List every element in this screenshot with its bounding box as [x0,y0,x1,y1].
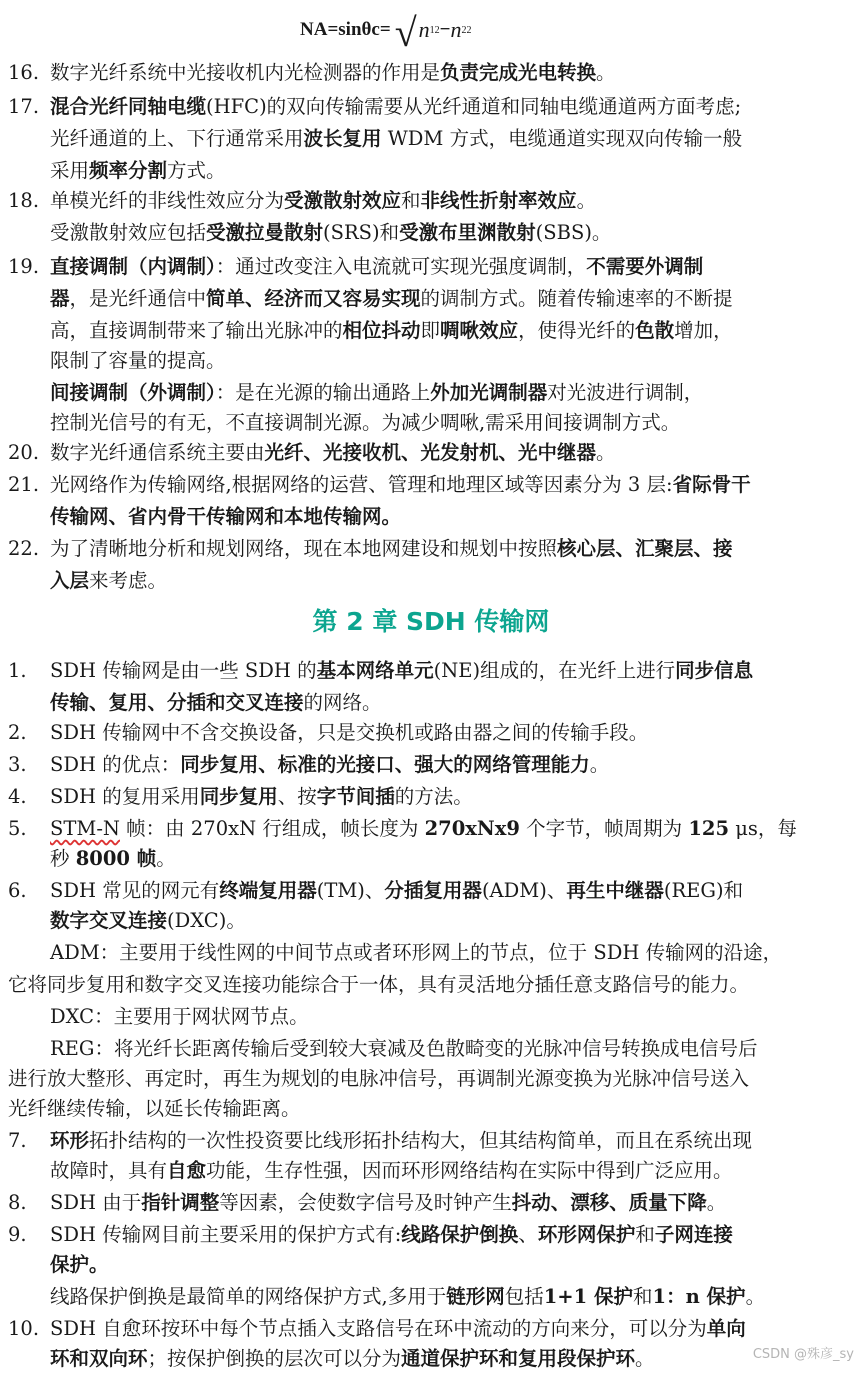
bold-text: 传输、复用、分插和交叉连接 [50,691,304,714]
bold-text: 核心层、汇聚层、接 [557,537,733,560]
plain-text: 即 [420,319,441,342]
plain-text: 限制了容量的提高。 [50,349,226,372]
bold-text: 频率分割 [89,159,168,182]
item-number: 1. [8,659,27,682]
formula-n1: n [418,17,430,42]
line-text [50,1004,309,1030]
plain-text: 拓扑结构的一次性投资要比线形拓扑结构大，但其结构简单，而且在系统出现 [89,1129,753,1152]
bold-text: 1+1 保护 [543,1285,633,1308]
bold-text: 省际骨干 [672,473,751,496]
line-text [50,94,741,120]
bold-text: 单向 [706,1317,746,1340]
line-text [50,158,226,184]
item-number: 6. [8,879,27,902]
line-text [50,784,473,810]
plain-text: (SBS)。 [535,221,612,244]
plain-text: μs，每 [729,817,797,840]
bold-text: 保护。 [50,1253,109,1276]
line-text [50,1222,733,1248]
plain-text: 功能，生存性强，因而环形网络结构在实际中得到广泛应用。 [206,1159,733,1182]
line-text [50,348,226,374]
item-number: 7. [8,1129,27,1152]
line-text [50,1158,733,1184]
line-text [8,1096,301,1122]
line-text [50,410,680,436]
formula-lhs: NA=sinθc= [300,19,391,40]
plain-text: 单模光纤的非线性效应分为 [50,189,285,212]
formula-minus: − [439,19,451,40]
watermark: CSDN @殊彦_sy [752,1347,854,1362]
line-text [50,380,703,406]
item-number: 20. [8,441,40,464]
plain-text: 数字光纤系统中光接收机内光检测器的作用是 [50,61,441,84]
bold-text: 基本网络单元 [316,659,434,682]
line-text [50,1190,726,1216]
plain-text: STM-N [50,817,120,840]
line-text [50,720,648,746]
item-number: 16. [8,61,40,84]
item-number: 3. [8,753,27,776]
item-number: 22. [8,537,40,560]
bold-text: 通道保护环和复用段保护环 [401,1347,636,1370]
bold-text: 非线性折射率效应 [420,189,577,212]
line-text [50,1128,752,1154]
bold-text: 相位抖动 [342,319,421,342]
bold-text: 受激散射效应 [284,189,402,212]
plain-text: 光纤通道的上、下行通常采用 [50,127,304,150]
bold-text: 环形网保护 [537,1223,636,1246]
plain-text: 、按 [277,785,317,808]
plain-text: 的调制方式。随着传输速率的不断提 [420,287,733,310]
bold-text: 线路保护倒换 [401,1223,519,1246]
line-text [50,846,176,872]
bold-text: 间接调制（外调制） [50,381,216,404]
bold-text: 器 [50,287,70,310]
plain-text: WDM 方式，电缆通道实现双向传输一般 [381,127,743,150]
item-number: 21. [8,473,40,496]
bold-text: 270xNx9 [424,817,520,840]
plain-text: ADM：主要用于线性网的中间节点或者环形网上的节点，位于 SDH 传输网的沿途， [50,941,783,964]
plain-text: 它将同步复用和数字交叉连接功能综合于一体，具有灵活地分插任意支路信号的能力。 [8,973,750,996]
line-text [50,752,609,778]
plain-text: ；按保护倒换的层次可以分为 [147,1347,402,1370]
plain-text: 的网络。 [303,691,382,714]
item-number: 8. [8,1191,27,1214]
plain-text: (NE)组成的，在光纤上进行 [433,659,676,682]
item-number: 19. [8,255,40,278]
plain-text: SDH 常见的网元有 [50,879,220,902]
bold-text: 直接调制（内调制） [50,255,216,278]
bold-text: 受激拉曼散射 [206,221,324,244]
bold-text: 同步复用、标准的光接口、强大的网络管理能力 [180,753,590,776]
plain-text: (SRS)和 [323,221,400,244]
bold-text: 终端复用器 [219,879,317,902]
plain-text: 进行放大整形、再定时，再生为规划的电脉冲信号，再调制光源变换为光脉冲信号送入 [8,1067,750,1090]
bold-text: 混合光纤同轴电缆 [50,95,207,118]
bold-text: 再生中继器 [566,879,664,902]
line-text [50,536,733,562]
plain-text: 包括 [504,1285,544,1308]
line-text [50,816,797,842]
line-text [50,690,382,716]
line-text [50,188,596,214]
bold-text: 波长复用 [303,127,382,150]
line-text [8,972,749,998]
bold-text: 不需要外调制 [586,255,704,278]
line-text [50,220,611,246]
formula-n2: n [450,17,462,42]
item-number: 18. [8,189,40,212]
line-text [50,286,733,312]
line-text [50,658,753,684]
plain-text: 故障时，具有 [50,1159,168,1182]
plain-text: 。 [576,189,597,212]
plain-text: (DXC)。 [167,909,246,932]
plain-text: 和 [401,189,421,212]
plain-text: (TM)、 [316,879,385,902]
line-text [50,504,401,530]
bold-text: 子网连接 [654,1223,733,1246]
line-text [50,254,703,280]
bold-text: 125 [688,817,730,840]
plain-text: 。 [706,1191,727,1214]
plain-text: 个字节，帧周期为 [519,817,689,840]
plain-text: 控制光信号的有无，不直接调制光源。为减少啁啾,需采用间接调制方式。 [50,411,681,434]
line-text [50,1252,109,1278]
na-formula [300,2,471,58]
bold-text: 分插复用器 [384,879,482,902]
line-text [50,318,733,344]
bold-text: 受激布里渊散射 [399,221,536,244]
bold-text: 环和双向环 [50,1347,148,1370]
formula-n2-sup: 2 [466,24,472,36]
plain-text: 的方法。 [394,785,473,808]
bold-text: 字节间插 [316,785,395,808]
bold-text: 啁啾效应 [440,319,519,342]
plain-text: SDH 的复用采用 [50,785,200,808]
bold-text: 1：n 保护 [652,1285,746,1308]
plain-text: 来考虑。 [89,569,168,592]
line-text [50,908,246,934]
plain-text: SDH 的优点： [50,753,181,776]
formula-n1-sup: 2 [434,24,440,36]
plain-text: 等因素，会使数字信号及时钟产生 [219,1191,512,1214]
line-text [50,1316,746,1342]
plain-text: 高，直接调制带来了输出光脉冲的 [50,319,343,342]
line-text [50,126,742,152]
plain-text: 。 [745,1285,766,1308]
item-number: 17. [8,95,40,118]
plain-text: 。 [596,441,616,464]
plain-text: SDH 传输网是由一些 SDH 的 [50,659,317,682]
bold-text: 传输网、省内骨干传输网和本地传输网。 [50,505,402,528]
line-text [50,1346,655,1372]
item-number: 10. [8,1317,40,1340]
sqrt-symbol: √ [394,9,417,55]
line-text [50,60,616,86]
plain-text: 帧：由 270xN 行组成，帧长度为 [119,817,425,840]
bold-text: 同步复用 [199,785,278,808]
formula-n2-sub: 2 [461,24,467,36]
line-text [50,568,167,594]
formula-n1-sub: 1 [429,24,435,36]
plain-text: REG：将光纤长距离传输后受到较大衰减及色散畸变的光脉冲信号转换成电信号后 [50,1037,758,1060]
bold-text: 链形网 [446,1285,505,1308]
line-text [50,878,743,904]
plain-text: 秒 [50,847,76,870]
plain-text: 和 [635,1223,655,1246]
plain-text: 对光波进行调制， [547,381,704,404]
bold-text: 同步信息 [675,659,754,682]
bold-text: 负责完成光电转换 [440,61,597,84]
bold-text: 自愈 [167,1159,207,1182]
plain-text: SDH 由于 [50,1191,142,1214]
bold-text: 简单、经济而又容易实现 [206,287,421,310]
plain-text: 增加， [674,319,733,342]
item-number: 2. [8,721,27,744]
plain-text: DXC：主要用于网状网节点。 [50,1005,309,1028]
plain-text: 。 [156,847,176,870]
bold-text: 光纤、光接收机、光发射机、光中继器 [264,441,597,464]
plain-text: SDH 传输网中不含交换设备，只是交换机或路由器之间的传输手段。 [50,721,649,744]
plain-text: 方式。 [167,159,226,182]
plain-text: (REG)和 [663,879,744,902]
plain-text: (ADM)、 [481,879,567,902]
plain-text: 受激散射效应包括 [50,221,207,244]
plain-text: 。 [589,753,610,776]
bold-text: 指针调整 [141,1191,220,1214]
bold-text: 外加光调制器 [430,381,548,404]
line-text [50,1036,758,1062]
plain-text: 。 [596,61,616,84]
plain-text: SDH 自愈环按环中每个节点插入支路信号在环中流动的方向来分，可以分为 [50,1317,707,1340]
plain-text: 、 [518,1223,538,1246]
bold-text: 8000 帧 [75,847,157,870]
plain-text: 光网络作为传输网络,根据网络的运营、管理和地理区域等因素分为 3 层: [50,473,673,496]
bold-text: 入层 [50,569,90,592]
plain-text: SDH 传输网目前主要采用的保护方式有: [50,1223,402,1246]
plain-text: 为了清晰地分析和规划网络，现在本地网建设和规划中按照 [50,537,558,560]
plain-text: ，使得光纤的 [518,319,636,342]
plain-text: ，是光纤通信中 [69,287,207,310]
plain-text: 。 [635,1347,655,1370]
plain-text: 线路保护倒换是最简单的网络保护方式,多用于 [50,1285,447,1308]
item-number: 9. [8,1223,27,1246]
item-number: 4. [8,785,27,808]
plain-text: (HFC)的双向传输需要从光纤通道和同轴电缆通道两方面考虑; [206,95,742,118]
plain-text: 采用 [50,159,90,182]
bold-text: 色散 [635,319,675,342]
bold-text: 抖动、漂移、质量下降 [511,1191,707,1214]
line-text [50,1284,765,1310]
plain-text: 数字光纤通信系统主要由 [50,441,265,464]
item-number: 5. [8,817,27,840]
line-text [50,940,782,966]
bold-text: 环形 [50,1129,90,1152]
line-text [50,440,616,466]
plain-text: 光纤继续传输，以延长传输距离。 [8,1097,301,1120]
plain-text: 和 [633,1285,653,1308]
plain-text: ：通过改变注入电流就可实现光强度调制， [215,255,587,278]
line-text [8,1066,749,1092]
bold-text: 数字交叉连接 [50,909,168,932]
line-text [50,472,751,498]
chapter-title: 第 2 章 SDH 传输网 [312,607,550,636]
plain-text: ：是在光源的输出通路上 [215,381,431,404]
